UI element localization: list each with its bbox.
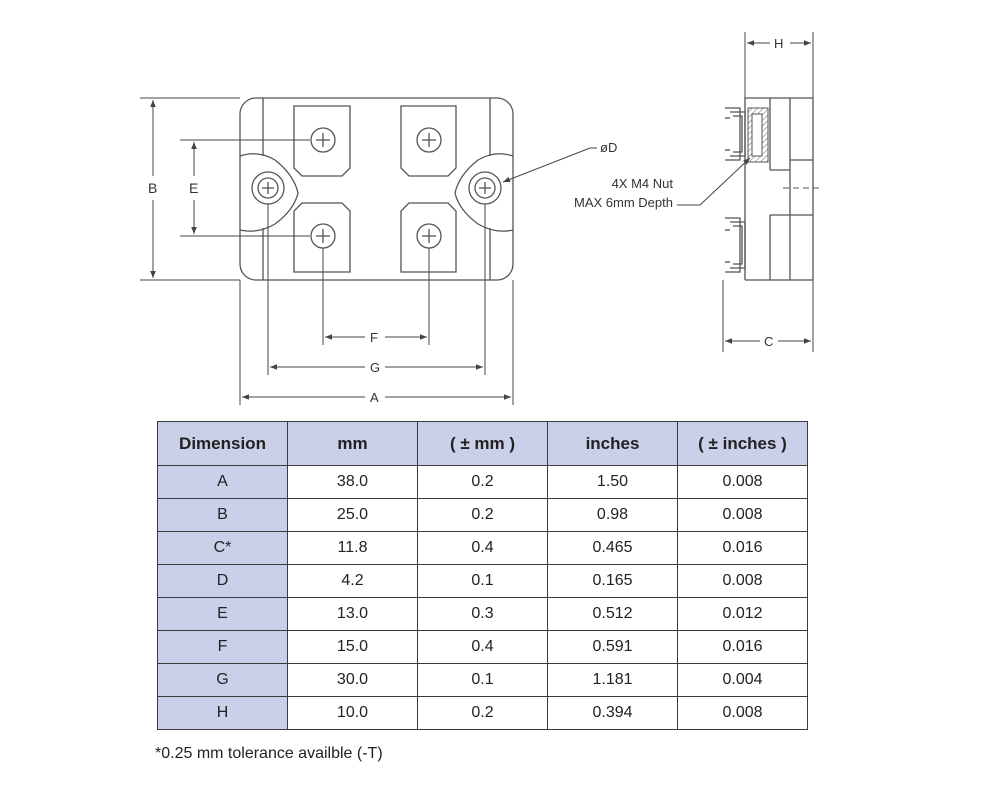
cell-dimension: D	[158, 565, 288, 598]
table-row	[158, 598, 808, 631]
header-inches: inches	[548, 422, 678, 466]
cell-mm: 15.0	[288, 631, 418, 664]
cell-mm: 30.0	[288, 664, 418, 697]
cell-dimension: G	[158, 664, 288, 697]
cell-dimension: E	[158, 598, 288, 631]
cell-dimension: C*	[158, 532, 288, 565]
cell-inches: 0.165	[548, 565, 678, 598]
front-view	[240, 98, 513, 280]
cell-inches: 0.98	[548, 499, 678, 532]
cell-dimension: F	[158, 631, 288, 664]
cell-tol-inches: 0.004	[678, 664, 808, 697]
cell-tol-inches: 0.012	[678, 598, 808, 631]
table-row	[158, 697, 808, 730]
cell-inches: 0.394	[548, 697, 678, 730]
cell-tol-inches: 0.008	[678, 697, 808, 730]
label-E: E	[189, 180, 199, 196]
cell-tol-mm: 0.3	[418, 598, 548, 631]
cell-tol-inches: 0.008	[678, 499, 808, 532]
terminal-pad-1	[294, 106, 350, 176]
table-row	[158, 499, 808, 532]
label-A: A	[370, 390, 379, 405]
cell-mm: 13.0	[288, 598, 418, 631]
mounting-hole-right	[469, 172, 501, 204]
mounting-hole-left	[252, 172, 284, 204]
label-nut-line2: MAX 6mm Depth	[574, 195, 673, 210]
cell-tol-mm: 0.2	[418, 499, 548, 532]
cell-tol-inches: 0.008	[678, 565, 808, 598]
cell-mm: 38.0	[288, 466, 418, 499]
cell-tol-mm: 0.1	[418, 565, 548, 598]
dimension-table	[157, 421, 808, 730]
cell-dimension: B	[158, 499, 288, 532]
label-B: B	[148, 180, 158, 196]
header-tol-inches: ( ± inches )	[678, 422, 808, 466]
table-row	[158, 466, 808, 499]
cell-tol-inches: 0.016	[678, 631, 808, 664]
cell-mm: 11.8	[288, 532, 418, 565]
footnote: *0.25 mm tolerance availble (-T)	[155, 745, 383, 762]
table-header-row	[158, 422, 808, 466]
cell-tol-mm: 0.4	[418, 631, 548, 664]
cell-tol-mm: 0.2	[418, 466, 548, 499]
terminal-screw-1	[311, 128, 335, 152]
label-D: øD	[600, 140, 618, 155]
header-dimension: Dimension	[158, 422, 288, 466]
cell-inches: 0.465	[548, 532, 678, 565]
terminal-pad-3	[294, 203, 350, 272]
terminal-screw-4	[417, 224, 441, 248]
cell-tol-mm: 0.4	[418, 532, 548, 565]
label-C: C	[764, 334, 774, 349]
table-row	[158, 565, 808, 598]
table-row	[158, 532, 808, 565]
header-mm: mm	[288, 422, 418, 466]
side-view	[725, 98, 813, 280]
cell-dimension: H	[158, 697, 288, 730]
label-nut-line1: 4X M4 Nut	[611, 176, 673, 191]
cell-tol-mm: 0.2	[418, 697, 548, 730]
terminal-screw-2	[417, 128, 441, 152]
header-tol-mm: ( ± mm )	[418, 422, 548, 466]
package-body	[240, 98, 513, 280]
label-G: G	[370, 360, 381, 375]
cell-tol-inches: 0.008	[678, 466, 808, 499]
cell-inches: 0.512	[548, 598, 678, 631]
cell-tol-inches: 0.016	[678, 532, 808, 565]
table-row	[158, 664, 808, 697]
label-H: H	[774, 36, 784, 51]
cell-tol-mm: 0.1	[418, 664, 548, 697]
cell-inches: 1.50	[548, 466, 678, 499]
terminal-screw-3	[311, 224, 335, 248]
cell-inches: 1.181	[548, 664, 678, 697]
cell-mm: 10.0	[288, 697, 418, 730]
cell-mm: 4.2	[288, 565, 418, 598]
label-F: F	[370, 330, 378, 345]
table-row	[158, 631, 808, 664]
cell-dimension: A	[158, 466, 288, 499]
cell-inches: 0.591	[548, 631, 678, 664]
cell-mm: 25.0	[288, 499, 418, 532]
